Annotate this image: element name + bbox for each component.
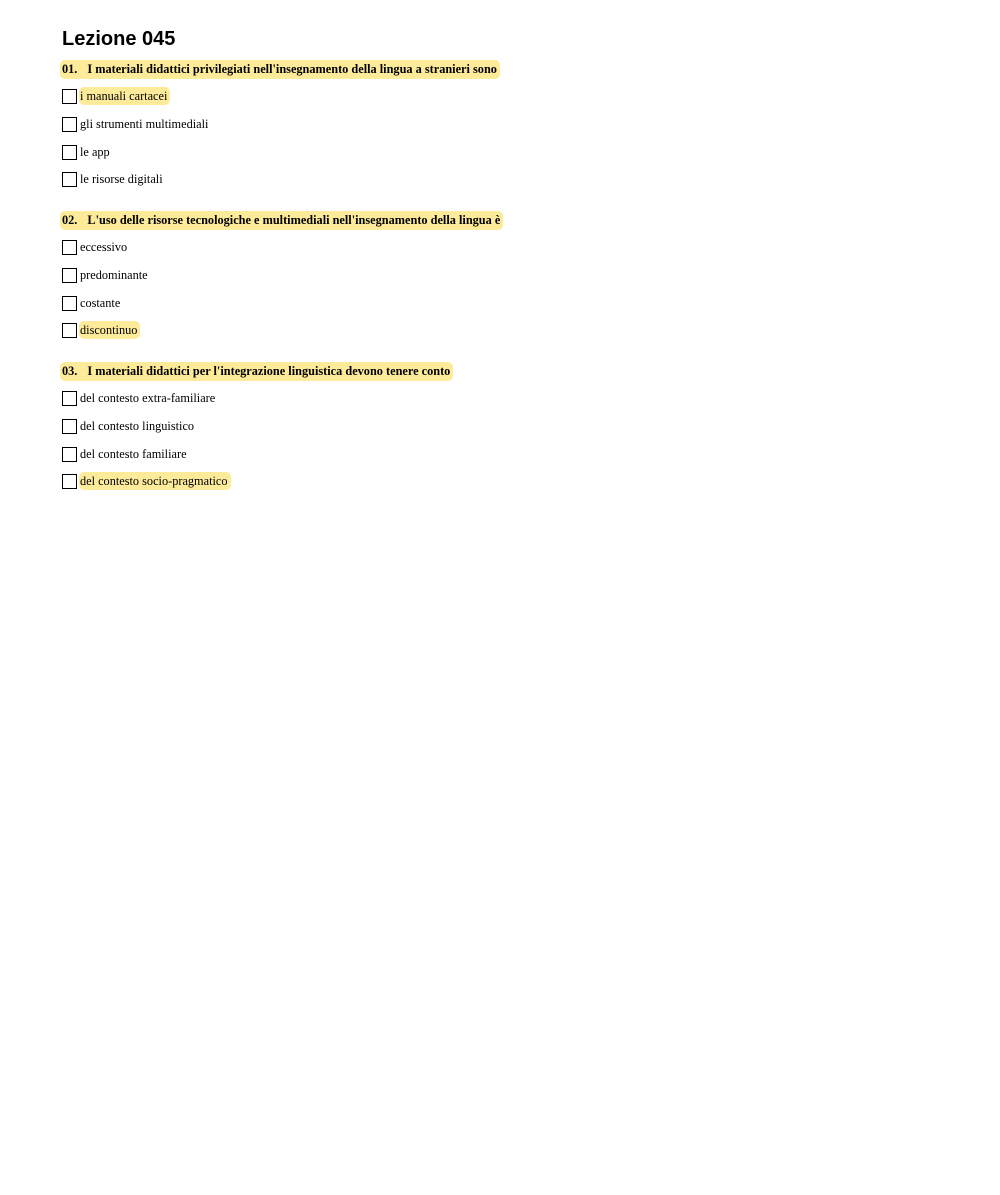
question-02 [60, 211, 760, 337]
answer-option[interactable] [62, 417, 197, 435]
question-number: 01. [62, 62, 78, 76]
answer-option[interactable] [62, 170, 166, 188]
answer-checkbox[interactable] [62, 323, 77, 338]
answer-checkbox[interactable] [62, 419, 77, 434]
answer-option[interactable] [62, 143, 113, 161]
page-title: Lezione 045 [62, 28, 176, 50]
answer-checkbox[interactable] [62, 172, 77, 187]
answer-label: i manuali cartacei [79, 87, 170, 105]
answer-label: del contesto linguistico [80, 419, 195, 433]
answer-option[interactable] [62, 321, 140, 339]
answer-label: del contesto extra-familiare [80, 391, 216, 405]
question-label: I materiali didattici privilegiati nell'insegnamento della lingua a stranieri sono [87, 62, 497, 76]
answer-option[interactable] [62, 115, 211, 133]
question-label: L'uso delle risorse tecnologiche e multimediali nell'insegnamento della lingua è [87, 213, 501, 227]
answer-checkbox[interactable] [62, 296, 77, 311]
question-number: 02. [62, 213, 78, 227]
answer-label: gli strumenti multimediali [80, 117, 209, 131]
answer-label: del contesto socio-pragmatico [79, 472, 231, 490]
question-01 [60, 60, 760, 186]
answer-label: costante [80, 296, 121, 310]
answer-checkbox[interactable] [62, 268, 77, 283]
answer-option[interactable] [62, 238, 130, 256]
answer-checkbox[interactable] [62, 447, 77, 462]
answer-label: le risorse digitali [80, 172, 163, 186]
answer-option[interactable] [62, 472, 231, 490]
answer-option[interactable] [62, 294, 123, 312]
question-text [60, 211, 503, 230]
answer-checkbox[interactable] [62, 117, 77, 132]
question-label: I materiali didattici per l'integrazione linguistica devono tenere conto [87, 364, 451, 378]
question-03 [60, 362, 760, 488]
answer-checkbox[interactable] [62, 240, 77, 255]
answer-checkbox[interactable] [62, 391, 77, 406]
answer-option[interactable] [62, 389, 218, 407]
answer-checkbox[interactable] [62, 145, 77, 160]
answer-label: le app [80, 145, 110, 159]
answer-checkbox[interactable] [62, 89, 77, 104]
answer-label: del contesto familiare [80, 447, 187, 461]
question-text [60, 362, 453, 381]
answer-option[interactable] [62, 445, 190, 463]
answer-option[interactable] [62, 87, 170, 105]
answer-option[interactable] [62, 266, 151, 284]
answer-checkbox[interactable] [62, 474, 77, 489]
answer-label: eccessivo [80, 240, 128, 254]
question-text [60, 60, 500, 79]
answer-label: discontinuo [79, 321, 140, 339]
answer-label: predominante [80, 268, 148, 282]
question-number: 03. [62, 364, 78, 378]
